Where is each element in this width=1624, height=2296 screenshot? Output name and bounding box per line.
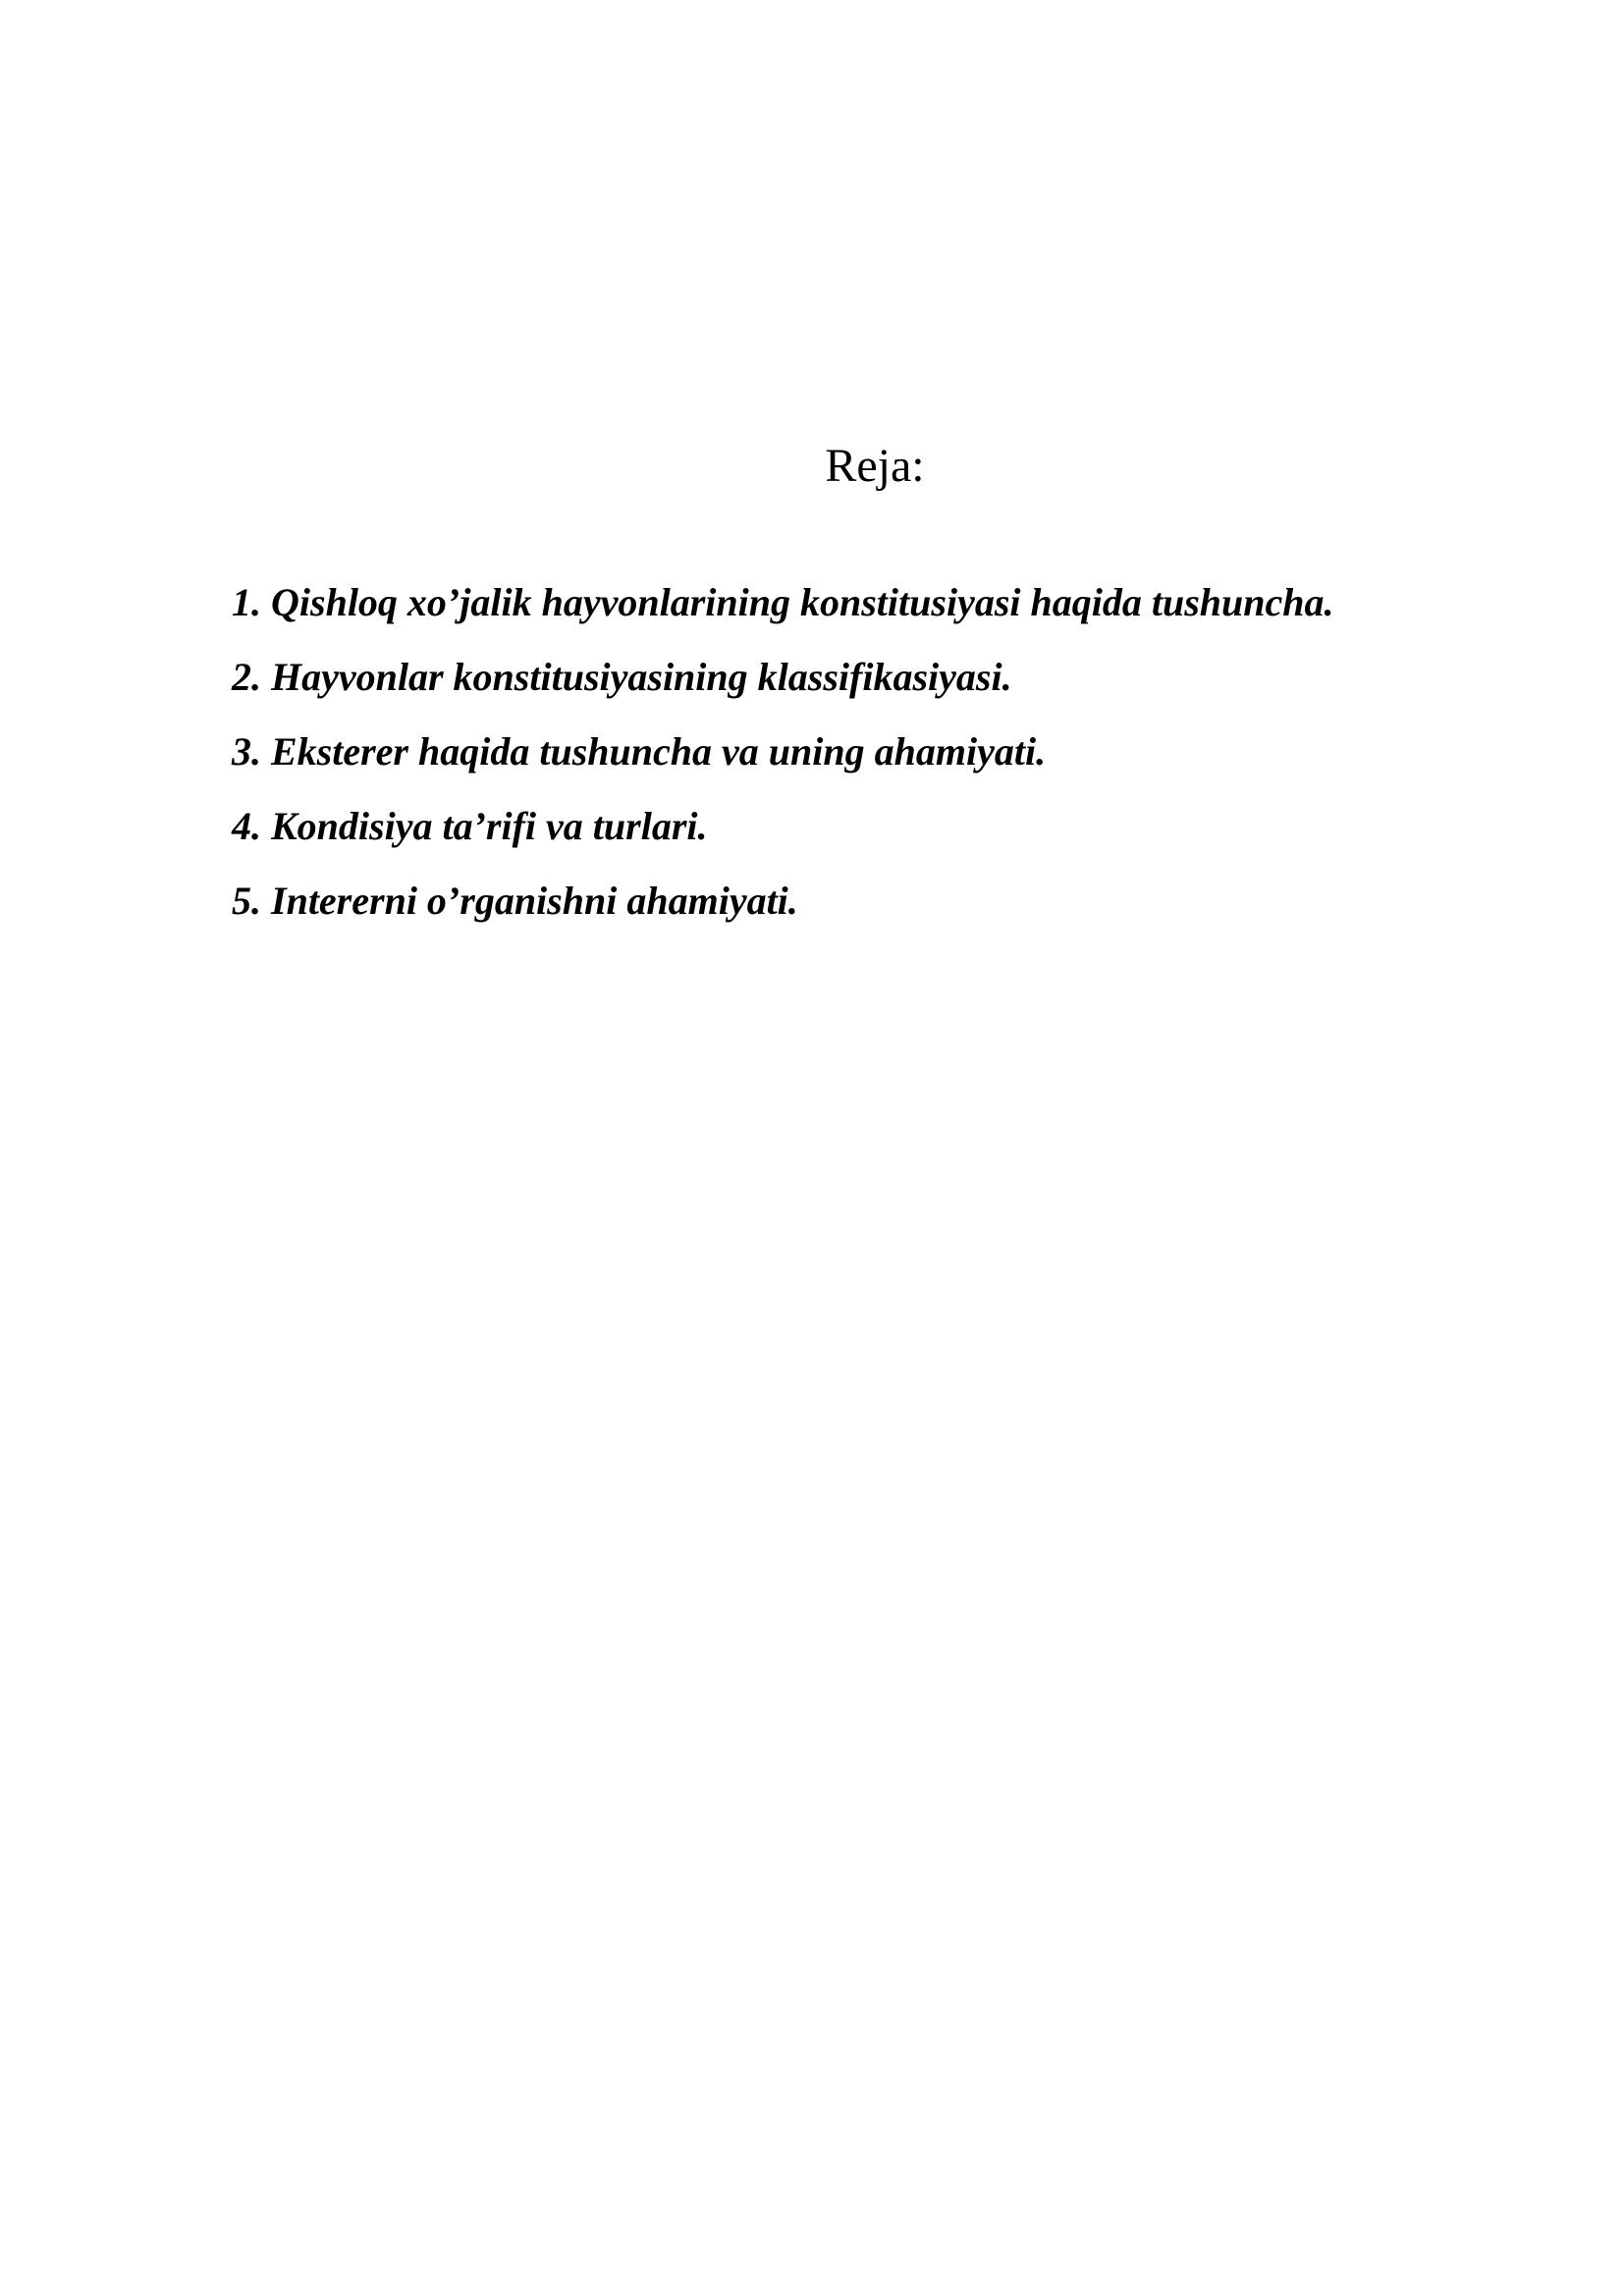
page-title: Reja: [825, 440, 925, 492]
plan-item-4: 4. Kondisiya ta’rifi va turlari. [232, 804, 708, 848]
plan-item-1: 1. Qishloq xo’jalik hayvonlarining konstitusiyasi haqida tushuncha. [232, 580, 1334, 624]
plan-item-2: 2. Hayvonlar konstitusiyasining klassifikasiyasi. [232, 655, 1012, 699]
plan-item-3: 3. Eksterer haqida tushuncha va uning ahamiyati. [232, 729, 1047, 774]
plan-item-5: 5. Intererni o’rganishni ahamiyati. [232, 879, 798, 923]
plan-list [232, 579, 1334, 952]
